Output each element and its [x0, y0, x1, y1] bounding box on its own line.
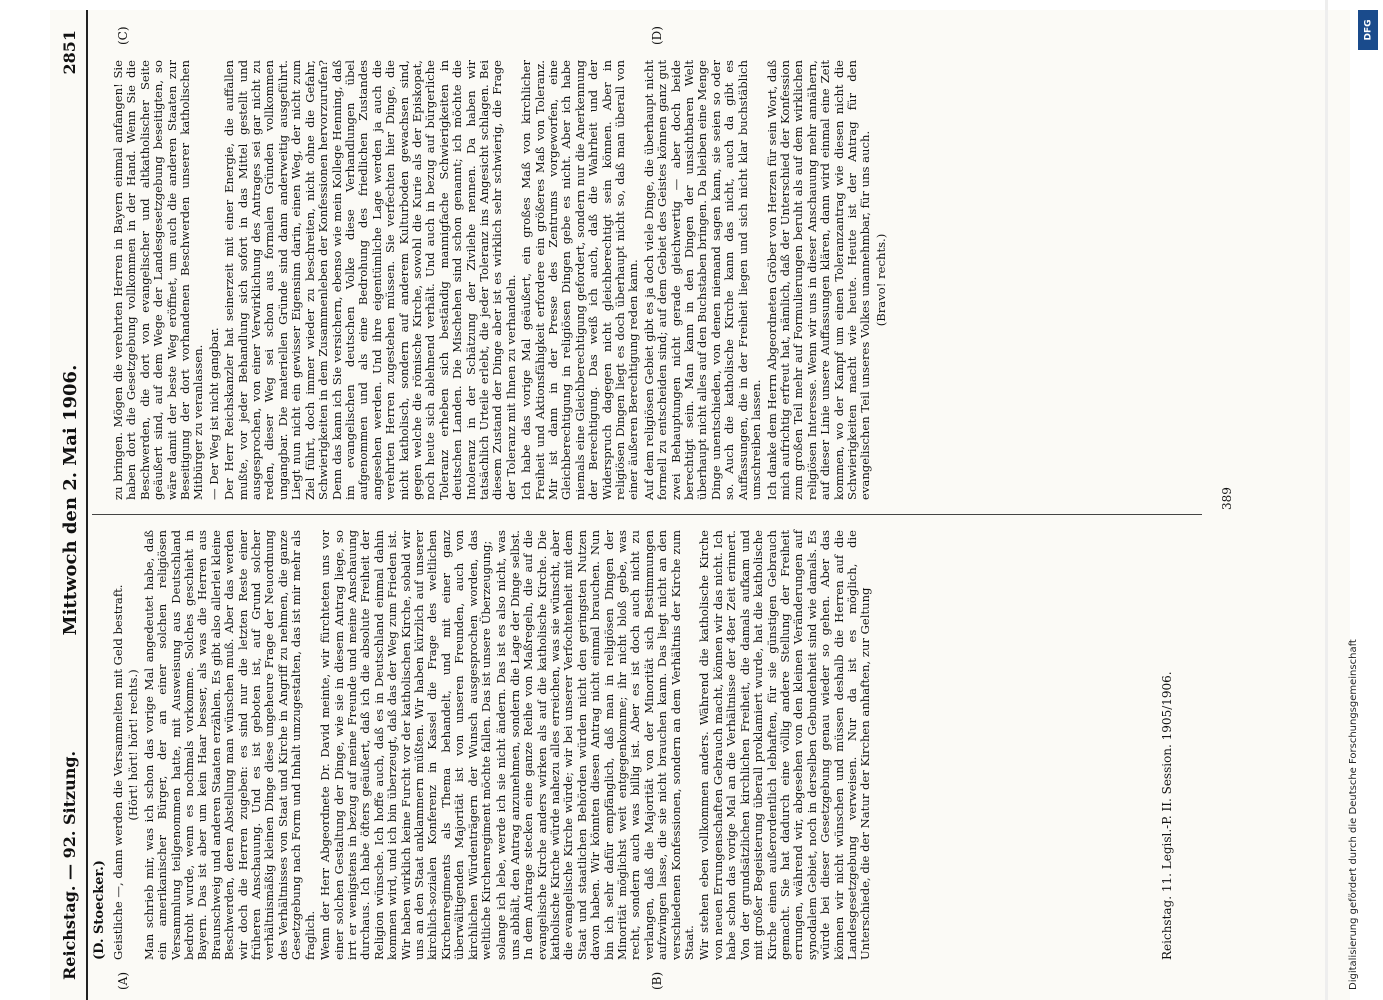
margin-marker-a: (A) — [116, 971, 130, 990]
digitization-credit: Digitalisierung gefördert durch die Deutsche Forschungsgemeinschaft — [1348, 639, 1359, 990]
margin-marker-b: (B) — [650, 971, 664, 990]
paragraph: — Der Weg ist nicht gangbar. — [206, 327, 221, 500]
paragraph: Wenn der Herr Abgeordnete Dr. David meinte, wir fürchteten uns vor einer solchen Gestaltung der Dinge, wie sie in diesem Antrag liege, so irrt er wenigstens in bezug auf meine Freunde und meine Anschauung durchaus. Ich habe öfters geäußert, daß ich die absolute Freiheit der Religion wünsche. Ich hoffe auch, daß es in Deutschland einmal dahin kommen wird, und ich bin überzeugt, daß das der Weg zum Frieden ist. Wir haben wirklich keine Furcht vor der katholischen Kirche, sobald wir uns an den Staat anklammern müßten. Wir haben kürzlich auf unserer kirchlich-sozialen Konferenz in Kassel die Frage des weltlichen Kirchenregiments als Thema behandelt, und mit einer ganz überwältigenden Majorität ist von unseren Freunden, auch von kirchlichen Würdenträgern der Wunsch ausgesprochen worden, das weltliche Kirchenregiment möchte fallen. Das ist unsere Überzeugung; — [318, 530, 493, 960]
speaker-label: (D. Stoecker.) — [92, 860, 107, 960]
dfg-logo-text: DFG — [1363, 19, 1374, 41]
left-column — [112, 530, 875, 960]
margin-marker-d: (D) — [650, 26, 664, 45]
column-divider — [92, 514, 1202, 515]
margin-marker-c: (C) — [116, 26, 130, 45]
interjection: (Bravo! rechts.) — [873, 233, 888, 327]
paragraph: zu bringen. Mögen die verehrten Herren in Bayern einmal anfangen! Sie haben dort die Gesetzgebung vollkommen in der Hand. Wenn Sie die Beschwerden, die dort von evangelischer und altkatholischer Seite geäußert sind, auf dem Wege der Landesgesetzgebung beseitigten, so wäre damit der beste Weg eröffnet, um auch die anderen Staaten zur Beseitigung der dort vorhandenen Beschwerden unserer katholischen Mitbürger zu veranlassen. — [111, 60, 206, 500]
paragraph: Auf dem religiösen Gebiet gibt es ja doch viele Dinge, die überhaupt nicht formell zu entscheiden sind; auf dem Gebiet des Geistes können ganz gut zwei Behauptungen nicht gerade gleichwertig — aber doch beide berechtigt sein. Man kann in den Dingen der unsichtbaren Welt überhaupt nicht alles auf den Buchstaben bringen. Da bleiben eine Menge Dinge unentschieden, von denen niemand sagen kann, sie seien so oder so. Auch die katholische Kirche kann das nicht, auch da gibt es Auffassungen, die in der Freiheit liegen und sich nicht klar buchstäblich umschreiben lassen. — [641, 60, 764, 500]
paragraph: Der Herr Reichskanzler hat seinerzeit mit einer Energie, die auffallen mußte, vor jeder Behandlung sich sofort in das Mittel gestellt und ausgesprochen, von einer Verwirklichung des Antrages sei gar nicht zu reden, dieser Weg sei schon aus formalen Gründen vollkommen ungangbar. Die materiellen Gründe sind dann anderweitig ausgeführt. Liegt nun nicht ein gewisser Eigensinn darin, einen Weg, der nicht zum Ziel führt, doch immer wieder zu beschreiten, nicht ohne die Gefahr, Schwierigkeiten in dem Zusammenleben der Konfessionen hervorzurufen? Denn das kann ich Sie versichern, ebenso wie mein Kollege Henning, daß im evangelischen deutschen Volke diese Verhandlungen übel aufgenommen und als eine Bedrohung des friedlichen Zustandes angesehen werden. Und ihre eigentümliche Lage werden ja auch die verehrten Herren zugestehen müssen. Sie verfechten hier Dinge, die nicht katholisch, sondern auf anderem Kulturboden gewachsen sind, gegen welche die römische Kirche, sowohl die Kurie als der Episkopat, noch heute sich ablehnend verhält. Und auch in bezug auf bürgerliche Toleranz erheben sich beständig mannigfache Schwierigkeiten in deutschen Landen. Die Mischehen sind schon genannt; ich möchte die Intoleranz in der Schätzung der Zivilehe nennen. Da haben wir tatsächlich Urteile erlebt, die jeder Toleranz ins Angesicht schlagen. Bei diesem Zustand der Dinge aber ist es wirklich sehr schwierig, die Frage der Toleranz mit Ihnen zu verhandeln. — [222, 60, 518, 500]
right-column — [112, 60, 890, 500]
paragraph: Geistliche —, dann werden die Versammelten mit Geld bestraft. — [111, 584, 125, 960]
rotated-newspaper-page — [50, 10, 1350, 1000]
interjection: (Hört! hört! hört! rechts.) — [126, 669, 141, 821]
page-header — [58, 10, 88, 1000]
scan-page-number: 389 — [1220, 487, 1234, 510]
paragraph: Ich danke dem Herrn Abgeordneten Gröber von Herzen für sein Wort, daß mich aufrichtig erfreut hat, nämlich, daß der Unterschied der Konfession zum großen Teil mehr auf Formulierungen beruht als auf dem wirklichen religiösen Interesse. Wenn wir uns in dieser Anschauung mehr annähern, auf dieser Linie unsere Auffassungen klären, dann wird einmal eine Zeit kommen, wo der Kampf um einen Toleranzantrag wie diesen nicht die Schwierigkeiten macht wie heute. Heute ist der Antrag für den evangelischen Teil unseres Volkes unannehmbar, für uns auch. — [764, 60, 873, 500]
paragraph: Wir stehen eben vollkommen anders. Während die katholische Kirche von neuen Errungenschaften Gebrauch macht, können wir das nicht. Ich habe schon das vorige Mal an die Verhältnisse der 48er Zeit erinnert. Von der grundsätzlichen kirchlichen Freiheit, die damals aufkam und mit großer Begeisterung überall proklamiert wurde, hat die katholische Kirche einen außerordentlich lebhaften, für sie günstigen Gebrauch gemacht. Sie hat dadurch eine völlig andere Stellung der Freiheit errungen, während wir, abgesehen von den kleinen Veränderungen auf synodalem Gebiet, noch in derselben Gebundenheit sind wie damals. Es würde bei dieser Gesetzgebung genau wieder so gehen. Aber das können wir nicht wünschen und müssen deshalb die Herren auf die Landesgesetzgebung verweisen. Nur da ist es möglich, die Unterschiede, die der Natur der Kirchen anhaften, zur Geltung — [697, 530, 873, 960]
paragraph: Ich habe das vorige Mal geäußert, ein großes Maß von kirchlicher Freiheit und Aktionsfähigkeit erfordere ein größeres Maß von Toleranz. Mir ist dann in der Presse des Zentrums vorgeworfen, eine Gleichberechtigung in religiösen Dingen gebe es nicht. Aber ich habe niemals eine Gleichberechtigung gefordert, sondern nur die Anerkennung der Berechtigung. Das weiß ich auch, daß die Wahrheit und der Widerspruch dagegen nicht gleichberechtigt sein können. Aber in religiösen Dingen liegt es doch überhaupt nicht so, daß man überall von einer äußeren Berechtigung reden kann. — [519, 60, 641, 500]
header-page-number: 2851 — [60, 30, 79, 75]
header-date: Mittwoch den 2. Mai 1906. — [60, 364, 81, 636]
paragraph: solange ich lebe, werde ich sie nicht ändern. Das ist es also nicht, was uns abhält, den Antrag anzunehmen, sondern die Lage der Dinge selbst. In dem Antrage stecken eine ganze Reihe von Maßregeln, die auf die evangelische Kirche anders wirken als auf die katholische Kirche. Die katholische Kirche würde nahezu alles erreichen, was sie wünscht, aber die evangelische Kirche würde; wir bei unserer Verfochtenheit mit dem Staat und staatlichen Behörden würden nicht den geringsten Nutzen davon haben. Wir könnten diesen Antrag nicht einmal brauchen. Nun bin ich sehr dafür empfänglich, daß man in religiösen Dingen der Minorität möglichst weit entgegenkomme; ihr nicht bloß gebe, was recht, sondern auch was billig ist. Aber es ist doch auch nicht zu verlangen, daß die Majorität von der Minorität sich Bestimmungen aufzwingen lasse, die sie nicht brauchen kann. Das liegt nicht an den verschiedenen Konfessionen, sondern an dem Verhältnis der Kirche zum Staat. — [494, 530, 697, 960]
header-left-title: Reichstag. — 92. Sitzung. — [60, 750, 79, 980]
dfg-logo — [1358, 10, 1378, 50]
scan-edge — [1325, 0, 1328, 1000]
paragraph: Man schrieb mir, was ich schon das vorige Mal angedeutet habe, daß ein amerikanischer Bürger, der an einer solchen religiösen Versammlung teilgenommen hatte, mit Ausweisung aus Deutschland bedroht wurde, wenn es nochmals vorkomme. Solches geschieht in Bayern. Das ist aber um kein Haar besser, als was die Herren aus Braunschweig und anderen Staaten erzählen. Es gibt also allerlei kleine Beschwerden, deren Abstellung man wünschen muß. Aber das werden wir doch die Herren zugeben: es sind nur die letzten Reste einer früheren Anschauung. Und es ist geboten ist, auf Grund solcher verhältnismäßig kleinen Dinge diese ungeheure Frage der Neuordnung des Verhältnisses von Staat und Kirche in Angriff zu nehmen, die ganze Gesetzgebung nach Form und Inhalt umzugestalten, das ist mir mehr als fraglich. — [141, 530, 317, 960]
footer-session-note: Reichstag. 11. Legisl.-P. II. Session. 1905/1906. — [1160, 671, 1174, 960]
